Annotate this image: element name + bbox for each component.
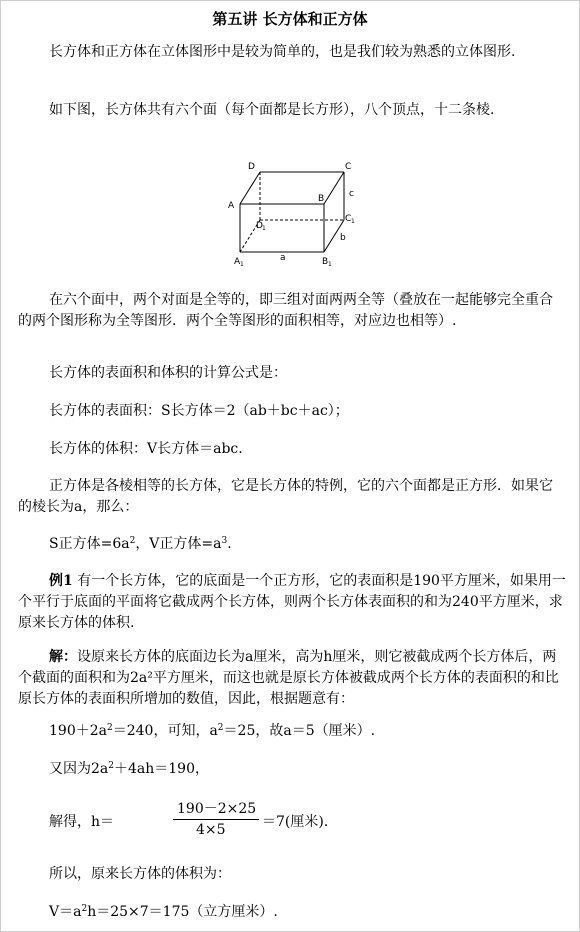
solution-paragraph <box>18 647 566 710</box>
equation-1-part-a: 190＋2a <box>49 723 107 739</box>
label-D1: D <box>256 221 263 231</box>
example-paragraph <box>18 571 566 634</box>
equation-2 <box>49 759 569 780</box>
fraction-result: ＝7(厘米)． <box>262 814 338 830</box>
label-C1: C <box>345 214 352 224</box>
final-equation-part-a: V＝a <box>49 904 82 920</box>
solution-text: 设原来长方体的底面边长为a厘米，高为h厘米，则它被截成两个长方体后，两个截面的面积和为2a²平方厘米，而这也就是原长方体被截成两个长方体的表面积的和比原长方体的表面积所增加的数值，因此，根据题意有： <box>18 649 559 707</box>
surface-formula: 长方体的表面积：S长方体＝2（ab＋bc＋ac）； <box>49 403 349 419</box>
label-c: c <box>349 189 354 199</box>
label-a: a <box>280 253 286 263</box>
square-sup: 2 <box>129 536 136 546</box>
formula-intro: 长方体的表面积和体积的计算公式是： <box>49 365 287 381</box>
label-A1: A <box>234 257 241 267</box>
cube-s-formula: S正方体=6a <box>49 536 130 552</box>
label-D1-sub: 1 <box>262 225 266 232</box>
volume-formula: 长方体的体积：V长方体＝abc. <box>49 441 243 457</box>
final-equation-part-b: h＝25×7＝175（立方厘米）. <box>87 904 278 920</box>
solution-label: 解： <box>49 649 77 665</box>
cube-sup: 3 <box>221 536 228 546</box>
example-text: 有一个长方体，它的底面是一个正方形，它的表面积是190平方厘米，如果用一个平行于底面的平面将它截成两个长方体，则两个长方体表面积的和为240平方厘米，求原来长方体的体积. <box>18 573 566 631</box>
equation-1-part-b: ＝240，可知，a <box>112 723 218 739</box>
label-C1-sub: 1 <box>351 218 355 225</box>
label-B1: B <box>322 257 329 267</box>
label-B: B <box>318 194 325 204</box>
equation-1-part-c: ＝25，故a＝5（厘米）. <box>223 723 376 739</box>
equation-1-sup-a: 2 <box>106 723 113 733</box>
intro-paragraph: 长方体和正方体在立体图形中是较为简单的，也是我们较为熟悉的立体图形. <box>49 44 516 60</box>
so-line: 所以，原来长方体的体积为： <box>49 866 231 882</box>
cube-formulas <box>49 534 569 555</box>
fraction-numerator: 190－2×25 <box>177 801 257 817</box>
fraction-denominator: 4×5 <box>196 822 226 838</box>
cuboid-diagram <box>226 160 366 270</box>
equation-1-sup-b: 2 <box>217 723 224 733</box>
cube-formula-end: . <box>227 536 232 552</box>
solve-label: 解得，h＝ <box>49 814 115 830</box>
solve-fraction <box>49 798 349 842</box>
example-label: 例1 <box>49 573 73 589</box>
label-A: A <box>228 201 235 211</box>
equation-2-sup: 2 <box>108 761 114 771</box>
label-A1-sub: 1 <box>240 261 244 268</box>
label-B1-sub: 1 <box>328 261 332 268</box>
equation-1 <box>49 721 569 742</box>
label-C: C <box>345 162 352 172</box>
label-b: b <box>340 233 346 243</box>
equation-2-part-a: 又因为2a <box>49 761 109 777</box>
final-equation <box>49 902 569 923</box>
final-equation-sup: 2 <box>81 904 88 914</box>
faces-paragraph: 如下图，长方体共有六个面（每个面都是长方形），八个顶点，十二条棱. <box>49 102 495 118</box>
cube-v-formula: ，V正方体=a <box>135 536 222 552</box>
label-D: D <box>248 162 255 172</box>
congruent-paragraph: 在六个面中，两个对面是全等的，即三组对面两两全等（叠放在一起能够完全重合的两个图形称为全等图形．两个全等图形的面积相等，对应边也相等）. <box>18 292 553 329</box>
page-title: 第五讲 长方体和正方体 <box>212 10 368 28</box>
cube-paragraph: 正方体是各棱相等的长方体，它是长方体的特例，它的六个面都是正方形．如果它的棱长为a，那么： <box>18 478 553 515</box>
fraction-bar <box>173 819 259 820</box>
equation-2-part-b: ＋4ah＝190， <box>114 761 209 777</box>
